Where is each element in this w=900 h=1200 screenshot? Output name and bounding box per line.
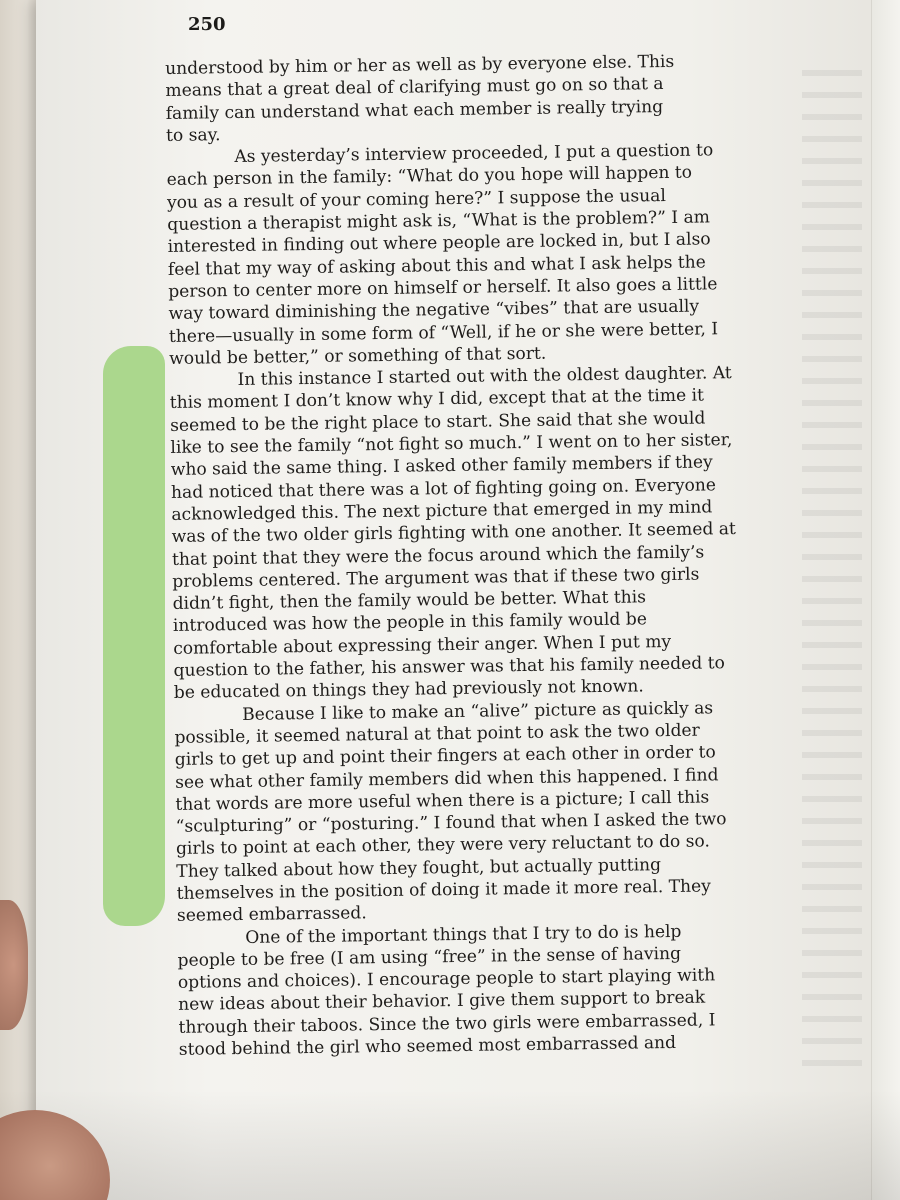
text-line: possible, it seemed natural at that point to ask the two older (174, 720, 700, 748)
text-line: new ideas about their behavior. I give them support to break (178, 988, 706, 1016)
text-line: themselves in the position of doing it made it more real. They (176, 876, 711, 904)
text-line: feel that my way of asking about this and what I ask helps the (167, 252, 706, 280)
text-line: stood behind the girl who seemed most embarrassed and (178, 1033, 677, 1060)
text-line: see what other family members did when this happened. I find (174, 764, 719, 793)
text-line: girls to point at each other, they were very reluctant to do so. (175, 831, 711, 860)
text-line: As yesterday’s interview proceeded, I put a question to (234, 140, 714, 168)
text-line: that point that they were the focus around which the family’s (171, 542, 705, 570)
text-line: One of the important things that I try to do is help (245, 921, 682, 948)
text-line: to say. (165, 125, 221, 146)
text-line: understood by him or her as well as by everyone else. This (165, 51, 675, 79)
text-line: question to the father, his answer was that his family needed to (173, 653, 725, 681)
text-line: was of the two older girls fighting with one another. It seemed at (171, 519, 736, 548)
text-line: “sculpturing” or “posturing.” I found that when I asked the two (175, 809, 727, 838)
text-line: that words are more useful when there is a picture; I call this (175, 787, 710, 815)
finger (0, 900, 28, 1030)
text-line: like to see the family “not fight so much.” I went on to her sister, (170, 430, 733, 459)
text-line: way toward diminishing the negative “vibes” that are usually (168, 296, 700, 325)
page-number: 250 (188, 14, 226, 35)
page-shadow (0, 1090, 900, 1200)
bleed-through-text (802, 70, 862, 1070)
text-line: seemed embarrassed. (176, 903, 367, 927)
body-text (165, 49, 799, 1061)
text-line: family can understand what each member is really trying (165, 96, 664, 124)
text-line: there—usually in some form of “Well, if he or she were better, I (168, 318, 719, 347)
text-line: Because I like to make an “alive” picture as quickly as (242, 698, 714, 725)
text-line: In this instance I started out with the oldest daughter. At (237, 363, 732, 391)
text-line: would be better,” or something of that sort. (169, 343, 547, 369)
text-line: comfortable about expressing their anger. When I put my (173, 631, 672, 659)
text-line: acknowledged this. The next picture that emerged in my mind (171, 497, 713, 525)
text-line: didn’t fight, then the family would be better. What this (172, 587, 647, 615)
text-line: girls to get up and point their fingers at each other in order to (174, 742, 716, 771)
text-line: means that a great deal of clarifying must go on so that a (165, 74, 664, 102)
text-line: each person in the family: “What do you hope will happen to (166, 163, 693, 191)
text-line: problems centered. The argument was that if these two girls (172, 564, 700, 592)
text-line: interested in finding out where people are locked in, but I also (167, 229, 711, 258)
text-line: had noticed that there was a lot of fighting going on. Everyone (170, 474, 717, 503)
next-page-edge (871, 0, 900, 1200)
text-line: through their taboos. Since the two girls were embarrassed, I (178, 1010, 716, 1038)
text-line: introduced was how the people in this family would be (172, 609, 648, 637)
text-line: question a therapist might ask is, “What is the problem?” I am (167, 207, 711, 236)
text-line: be educated on things they had previously not known. (173, 676, 644, 704)
text-line: options and choices). I encourage people to start playing with (177, 965, 716, 994)
highlighter-mark (103, 346, 165, 926)
text-line: They talked about how they fought, but actually putting (176, 854, 662, 882)
text-line: who said the same thing. I asked other family members if they (170, 452, 713, 481)
text-line: seemed to be the right place to start. She said that she would (169, 408, 706, 436)
text-line: you as a result of your coming here?” I suppose the usual (166, 185, 667, 213)
text-line: person to center more on himself or herself. It also goes a little (168, 274, 718, 302)
text-line: people to be free (I am using “free” in the sense of having (177, 943, 682, 971)
text-line: this moment I don’t know why I did, except that at the time it (169, 385, 705, 414)
